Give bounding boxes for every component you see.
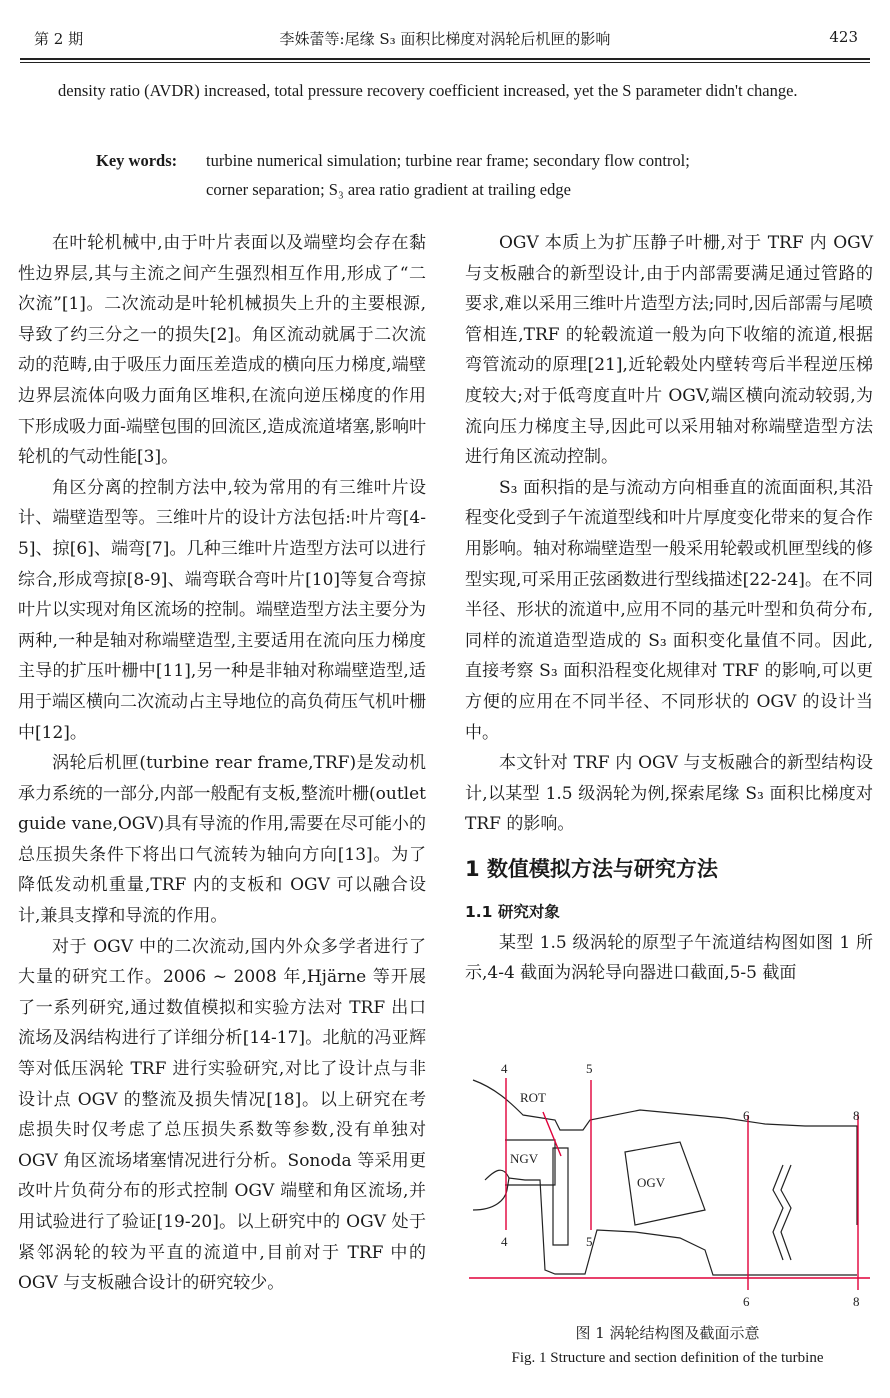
figure-caption-cn: 图 1 涡轮结构图及截面示意: [575, 1324, 760, 1342]
section-5-top: 5: [586, 1061, 593, 1076]
subsection-heading: 1.1 研究对象: [465, 902, 560, 921]
paragraph: 涡轮后机匣(turbine rear frame,TRF)是发动机承力系统的一部分,内部一般配有支板,整流叶栅(outlet guide vane,OGV)具有导流的作用,需要在尽可能小的总压损失条件下将出口气流转为轴向方向[13]。为了降低发动机重量,TRF 内的支板和 OGV 可以融合设计,兼具支撑和导流的作用。: [18, 753, 426, 927]
section-6-top: 6: [743, 1108, 750, 1123]
header-rule-thin: [20, 62, 870, 63]
paragraph: S₃ 面积指的是与流动方向相垂直的流面面积,其沿程变化受到子午流道型线和叶片厚度变化带来的复合作用影响。轴对称端壁造型一般采用轮毂或机匣型线的修型实现,可采用正弦函数进行型线描述[22-24]。在不同半径、形状的流道中,应用不同的基元叶型和负荷分布,同样的流道造型造成的 S₃ 面积变化量值不同。因此,直接考察 S₃ 面积沿程变化规律对 TRF 的影响,可以更方便的应用在不同半径、不同形状的 OGV 的设计当中。: [465, 477, 873, 743]
section-4-bottom: 4: [501, 1234, 508, 1249]
paragraph: 本文针对 TRF 内 OGV 与支板融合的新型结构设计,以某型 1.5 级涡轮为例,探索尾缘 S₃ 面积比梯度对 TRF 的影响。: [465, 753, 873, 835]
section-5-bottom: 5: [586, 1234, 593, 1249]
running-title: 李姝蕾等:尾缘 S₃ 面积比梯度对涡轮后机匣的影响: [279, 30, 611, 48]
section-lines: [469, 1078, 870, 1290]
section-heading: 1 数值模拟方法与研究方法: [465, 856, 718, 881]
keywords-line-1: turbine numerical simulation; turbine rear frame; secondary flow control;: [206, 151, 690, 170]
page-number: 423: [829, 28, 858, 46]
issue-number: 第 2 期: [34, 30, 84, 48]
paragraph: 某型 1.5 级涡轮的原型子午流道结构图如图 1 所示,4-4 截面为涡轮导向器进口截面,5-5 截面: [465, 932, 873, 984]
rot-label: ROT: [520, 1090, 546, 1105]
right-column: [465, 228, 873, 989]
turbine-structure-figure: [465, 1060, 875, 1320]
header-rule-thick: [20, 58, 870, 60]
running-header: [20, 22, 870, 52]
section-8-top: 8: [853, 1108, 860, 1123]
paragraph: OGV 本质上为扩压静子叶栅,对于 TRF 内 OGV 与支板融合的新型设计,由于内部需要满足通过管路的要求,难以采用三维叶片造型方法;同时,因后部需与尾喷管相连,TRF 的轮毂流道一般为向下收缩的流道,根据弯管流动的原理[21],近轮毂处内壁转弯后半程逆压梯度较大;对于低弯度直叶片 OGV,端区横向流动较弱,为流向压力梯度主导,因此可以采用轴对称端壁造型方法进行角区流动控制。: [465, 233, 873, 468]
section-4-top: 4: [501, 1061, 508, 1076]
section-6-bottom: 6: [743, 1294, 750, 1309]
keywords-line-2: corner separation; S₃ area ratio gradient at trailing edge: [206, 180, 571, 199]
ngv-label: NGV: [510, 1151, 539, 1166]
figure-caption-en: Fig. 1 Structure and section definition of the turbine: [511, 1350, 824, 1366]
keywords: [96, 146, 846, 204]
paragraph: 在叶轮机械中,由于叶片表面以及端壁均会存在黏性边界层,其与主流之间产生强烈相互作用,形成了“二次流”[1]。二次流动是叶轮机械损失上升的主要根源,导致了约三分之一的损失[2]。角区流动就属于二次流动的范畴,由于吸压力面压差造成的横向压力梯度,端壁边界层流体向吸力面角区堆积,在流向逆压梯度的作用下形成吸力面-端壁包围的回流区,造成流道堵塞,影响叶轮机的气动性能[3]。: [18, 233, 426, 468]
paragraph: 对于 OGV 中的二次流动,国内外众多学者进行了大量的研究工作。2006 ~ 2008 年,Hjärne 等开展了一系列研究,通过数值模拟和实验方法对 TRF 出口流场及涡结构进行了详细分析[14-17]。北航的冯亚辉等对低压涡轮 TRF 进行实验研究,对比了设计点与非设计点 OGV 的整流及损失情况[18]。以上研究在考虑损失时仅考虑了总压损失系数等参数,没有单独对 OGV 角区流场堵塞情况进行分析。Sonoda 等采用更改叶片负荷分布的形式控制 OGV 端壁和角区流场,并用试验进行了验证[19-20]。以上研究中的 OGV 处于紧邻涡轮的较为平直的流道中,目前对于 TRF 中的 OGV 与支板融合设计的研究较少。: [18, 936, 426, 1294]
ogv-label: OGV: [637, 1175, 666, 1190]
keywords-label: Key words:: [96, 151, 178, 170]
left-column: [18, 228, 426, 1299]
paragraph: 角区分离的控制方法中,较为常用的有三维叶片设计、端壁造型等。三维叶片的设计方法包括:叶片弯[4-5]、掠[6]、端弯[7]。几种三维叶片造型方法可以进行综合,形成弯掠[8-9]、端弯联合弯叶片[10]等复合弯掠叶片以实现对角区流场的控制。端壁造型方法主要分为两种,一种是轴对称端壁造型,主要适用在流向压力梯度主导的扩压叶栅中[11],另一种是非轴对称端壁造型,适用于端区横向二次流动占主导地位的高负荷压气机叶栅中[12]。: [18, 477, 426, 743]
abstract-tail: density ratio (AVDR) increased, total pressure recovery coefficient increased, yet the S parameter didn't change.: [58, 81, 798, 100]
section-8-bottom: 8: [853, 1294, 860, 1309]
